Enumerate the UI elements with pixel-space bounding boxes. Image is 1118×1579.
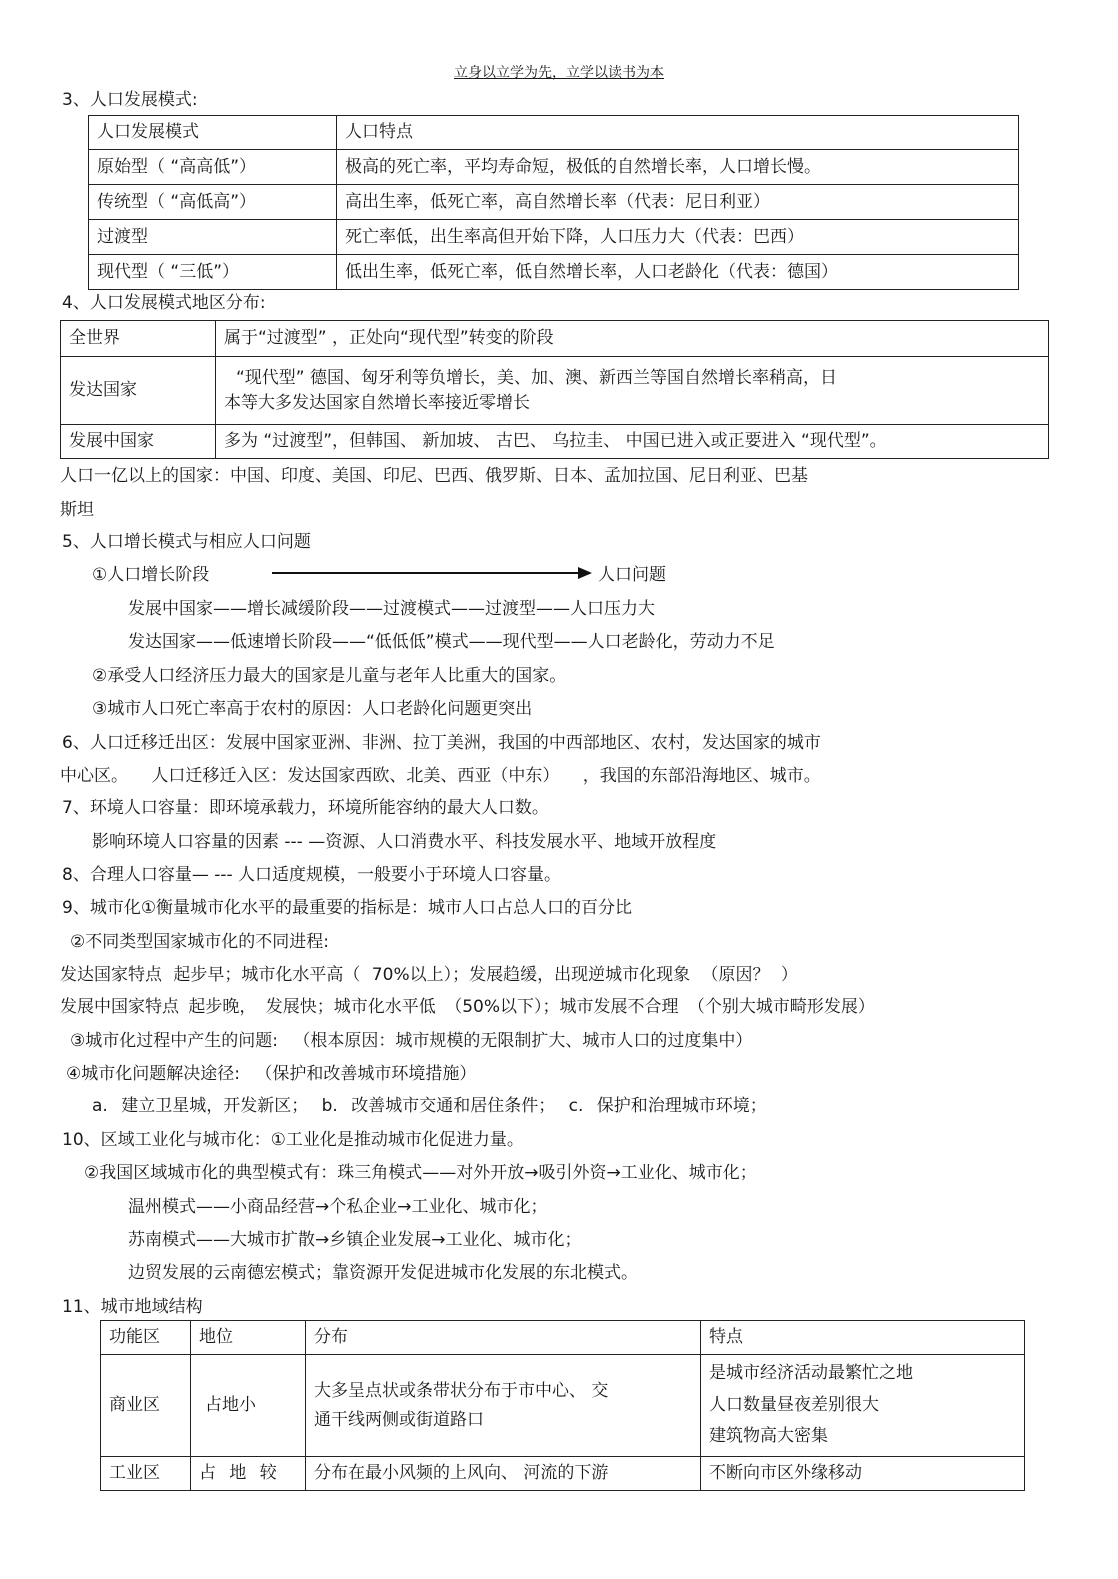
- text-line: ③城市化过程中产生的问题: （根本原因：城市规模的无限制扩大、城市人口的过度集中）: [70, 1031, 753, 1051]
- text-line: ②不同类型国家城市化的不同进程:: [70, 932, 329, 952]
- table-row: [61, 321, 1049, 357]
- mode-cell: 传统型（ “高低高”）: [89, 185, 337, 220]
- table-header-cell: 功能区: [101, 1321, 191, 1355]
- page-header: 立身以立学为先，立学以读书为本: [454, 65, 664, 81]
- text-line: ②我国区域城市化的典型模式有：珠三角模式——对外开放→吸引外资→工业化、城市化；: [84, 1163, 757, 1183]
- text-line: 发展中国家——增长减缓阶段——过渡模式——过渡型——人口压力大: [128, 599, 655, 619]
- feature-cell: 是城市经济活动最繁忙之地 人口数量昼夜差别很大 建筑物高大密集: [701, 1355, 1025, 1457]
- text-line: 温州模式——小商品经营→个私企业→工业化、城市化；: [128, 1197, 548, 1217]
- table-row: [101, 1355, 1025, 1457]
- trait-cell: 极高的死亡率，平均寿命短，极低的自然增长率，人口增长慢。: [337, 150, 1019, 185]
- feature-cell: 不断向市区外缘移动: [701, 1457, 1025, 1491]
- table-header-cell: 人口发展模式: [89, 116, 337, 150]
- text-line: 影响环境人口容量的因素 --- —资源、人口消费水平、科技发展水平、地域开放程度: [92, 832, 717, 852]
- table-row: [101, 1457, 1025, 1491]
- note-line: 人口一亿以上的国家：中国、印度、美国、印尼、巴西、俄罗斯、日本、孟加拉国、尼日利亚、巴基: [60, 466, 808, 486]
- section-11-title: 11、城市地域结构: [62, 1297, 203, 1317]
- section-4-title: 4、人口发展模式地区分布:: [62, 293, 266, 313]
- text-line: ②承受人口经济压力最大的国家是儿童与老年人比重大的国家。: [92, 666, 567, 686]
- table-row: [89, 185, 1019, 220]
- table-header-cell: 特点: [701, 1321, 1025, 1355]
- section-5-title: 5、人口增长模式与相应人口问题: [62, 532, 311, 552]
- arrow-left-label: ①人口增长阶段: [92, 565, 210, 585]
- distribution-table: [60, 320, 1049, 459]
- mode-cell: 现代型（ “三低”）: [89, 255, 337, 290]
- text-line: 10、区域工业化与城市化：①工业化是推动城市化促进力量。: [62, 1130, 524, 1150]
- table-header-cell: 分布: [306, 1321, 701, 1355]
- region-cell: 全世界: [61, 321, 216, 357]
- text-line: 发达国家——低速增长阶段——“低低低”模式——现代型——人口老龄化，劳动力不足: [128, 632, 775, 652]
- right-arrow-icon: [272, 566, 592, 580]
- text-line: 9、城市化①衡量城市化水平的最重要的指标是：城市人口占总人口的百分比: [62, 898, 633, 918]
- table-header-cell: 人口特点: [337, 116, 1019, 150]
- text-line: a. 建立卫星城，开发新区； b. 改善城市交通和居住条件； c. 保护和治理城市环境；: [92, 1096, 767, 1116]
- text-line: 边贸发展的云南德宏模式；靠资源开发促进城市化发展的东北模式。: [128, 1263, 638, 1283]
- text-line: 6、人口迁移迁出区：发展中国家亚洲、非洲、拉丁美洲，我国的中西部地区、农村，发达国家的城市: [62, 733, 821, 753]
- table-row: [89, 150, 1019, 185]
- text-line: 发展中国家特点 起步晚， 发展快；城市化水平低 （50%以下）；城市发展不合理 （个别大城市畸形发展）: [60, 997, 875, 1017]
- urban-structure-table: [100, 1320, 1025, 1491]
- table-header-cell: 地位: [191, 1321, 306, 1355]
- note-line: 斯坦: [60, 500, 94, 520]
- zone-cell: 工业区: [101, 1457, 191, 1491]
- text-line: ③城市人口死亡率高于农村的原因：人口老龄化问题更突出: [92, 699, 533, 719]
- region-desc-cell: 多为 “过渡型”，但韩国、 新加坡、 古巴、 乌拉圭、 中国已进入或正要进入 “现代型”。: [216, 425, 1049, 459]
- mode-cell: 原始型（ “高高低”）: [89, 150, 337, 185]
- region-desc-cell: 属于“过渡型” ，正处向“现代型”转变的阶段: [216, 321, 1049, 357]
- region-desc-cell: “现代型” 德国、匈牙利等负增长，美、加、澳、新西兰等国自然增长率稍高，日 本等大多发达国家自然增长率接近零增长: [216, 357, 1049, 425]
- dist-cell: 大多呈点状或条带状分布于市中心、 交 通干线两侧或街道路口: [306, 1355, 701, 1457]
- text-line: 苏南模式——大城市扩散→乡镇企业发展→工业化、城市化；: [128, 1230, 582, 1250]
- text-line: 中心区。 人口迁移迁入区：发达国家西欧、北美、西亚（中东） ，我国的东部沿海地区、城市。: [60, 766, 821, 786]
- zone-cell: 商业区: [101, 1355, 191, 1457]
- population-mode-table: [88, 115, 1019, 290]
- table-header-row: [89, 116, 1019, 150]
- table-row: [89, 255, 1019, 290]
- trait-cell: 死亡率低，出生率高但开始下降，人口压力大（代表：巴西）: [337, 220, 1019, 255]
- status-cell: 占 地 较: [191, 1457, 306, 1491]
- trait-cell: 高出生率，低死亡率，高自然增长率（代表：尼日利亚）: [337, 185, 1019, 220]
- dist-cell: 分布在最小风频的上风向、 河流的下游: [306, 1457, 701, 1491]
- text-line: ④城市化问题解决途径: （保护和改善城市环境措施）: [66, 1064, 477, 1084]
- table-row: [61, 357, 1049, 425]
- section-3-title: 3、人口发展模式:: [62, 90, 198, 110]
- status-cell: 占地小: [191, 1355, 306, 1457]
- region-cell: 发达国家: [61, 357, 216, 425]
- arrow-right-label: 人口问题: [598, 565, 666, 585]
- table-row: [61, 425, 1049, 459]
- text-line: 7、环境人口容量：即环境承载力，环境所能容纳的最大人口数。: [62, 798, 549, 818]
- table-header-row: [101, 1321, 1025, 1355]
- region-cell: 发展中国家: [61, 425, 216, 459]
- trait-cell: 低出生率，低死亡率，低自然增长率，人口老龄化（代表：德国）: [337, 255, 1019, 290]
- text-line: 发达国家特点 起步早；城市化水平高（ 70%以上）；发展趋缓，出现逆城市化现象 （原因？ ）: [60, 965, 798, 985]
- text-line: 8、合理人口容量— --- 人口适度规模，一般要小于环境人口容量。: [62, 865, 562, 885]
- mode-cell: 过渡型: [89, 220, 337, 255]
- table-row: [89, 220, 1019, 255]
